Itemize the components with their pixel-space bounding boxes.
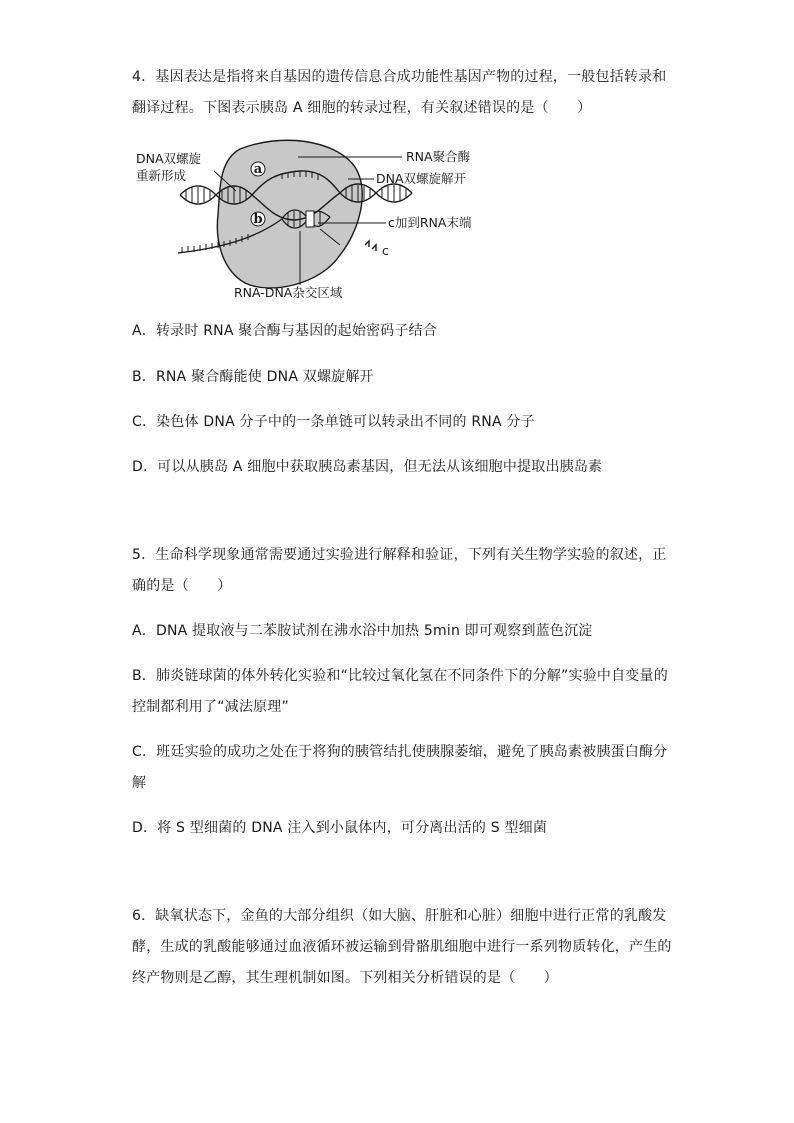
q5-option-b-line-1: B．肺炎链球菌的体外转化实验和“比较过氧化氢在不同条件下的分解”实验中自变量的: [132, 668, 668, 684]
q5-option-c-line-1: C．班廷实验的成功之处在于将狗的胰管结扎使胰腺萎缩，避免了胰岛素被胰蛋白酶分: [132, 744, 668, 760]
q5-option-c-line-2: 解: [132, 775, 147, 791]
q4-stem-line-2: 翻译过程。下图表示胰岛 A 细胞的转录过程，有关叙述错误的是（ ）: [132, 100, 592, 116]
q6-stem-line-1: 6．缺氧状态下，金鱼的大部分组织（如大脑、肝脏和心脏）细胞中进行正常的乳酸发: [132, 908, 667, 924]
q4-option-a: A．转录时 RNA 聚合酶与基因的起始密码子结合: [132, 323, 438, 339]
label-dna-reform-2: 重新形成: [136, 168, 187, 183]
transcription-diagram: [136, 135, 520, 307]
q6-stem-line-3: 终产物则是乙醇，其生理机制如图。下列相关分析错误的是（ ）: [132, 970, 558, 986]
label-hybrid-region: RNA-DNA杂交区域: [234, 285, 343, 300]
q5-stem-line-2: 确的是（ ）: [132, 578, 232, 594]
q4-option-d: D．可以从胰岛 A 细胞中获取胰岛素基因，但无法从该细胞中提取出胰岛素: [132, 459, 603, 475]
q4-stem-line-1: 4．基因表达是指将来自基因的遗传信息合成功能性基因产物的过程，一般包括转录和: [132, 69, 667, 85]
q6-stem-line-2: 酵，生成的乳酸能够通过血液循环被运输到骨骼肌细胞中进行一系列物质转化，产生的: [132, 939, 672, 955]
label-dna-reform-1: DNA双螺旋: [136, 151, 202, 166]
q5-option-d: D．将 S 型细菌的 DNA 注入到小鼠体内，可分离出活的 S 型细菌: [132, 820, 548, 836]
q4-option-c: C．染色体 DNA 分子中的一条单链可以转录出不同的 RNA 分子: [132, 414, 535, 430]
q5-option-a: A．DNA 提取液与二苯胺试剂在沸水浴中加热 5min 即可观察到蓝色沉淀: [132, 623, 593, 639]
label-rna-polymerase: RNA聚合酶: [406, 149, 471, 164]
q5-option-b-line-2: 控制都利用了“减法原理”: [132, 699, 289, 715]
rna-polymerase-blob: [217, 140, 362, 288]
label-dna-unwind: DNA双螺旋解开: [376, 171, 467, 186]
label-c-end: c加到RNA末端: [388, 215, 472, 230]
label-a: a: [253, 162, 263, 177]
q4-option-b: B．RNA 聚合酶能使 DNA 双螺旋解开: [132, 369, 374, 385]
label-c: c: [382, 243, 389, 258]
q5-stem-line-1: 5．生命科学现象通常需要通过实验进行解释和验证，下列有关生物学实验的叙述，正: [132, 547, 667, 563]
label-b: b: [253, 212, 263, 227]
